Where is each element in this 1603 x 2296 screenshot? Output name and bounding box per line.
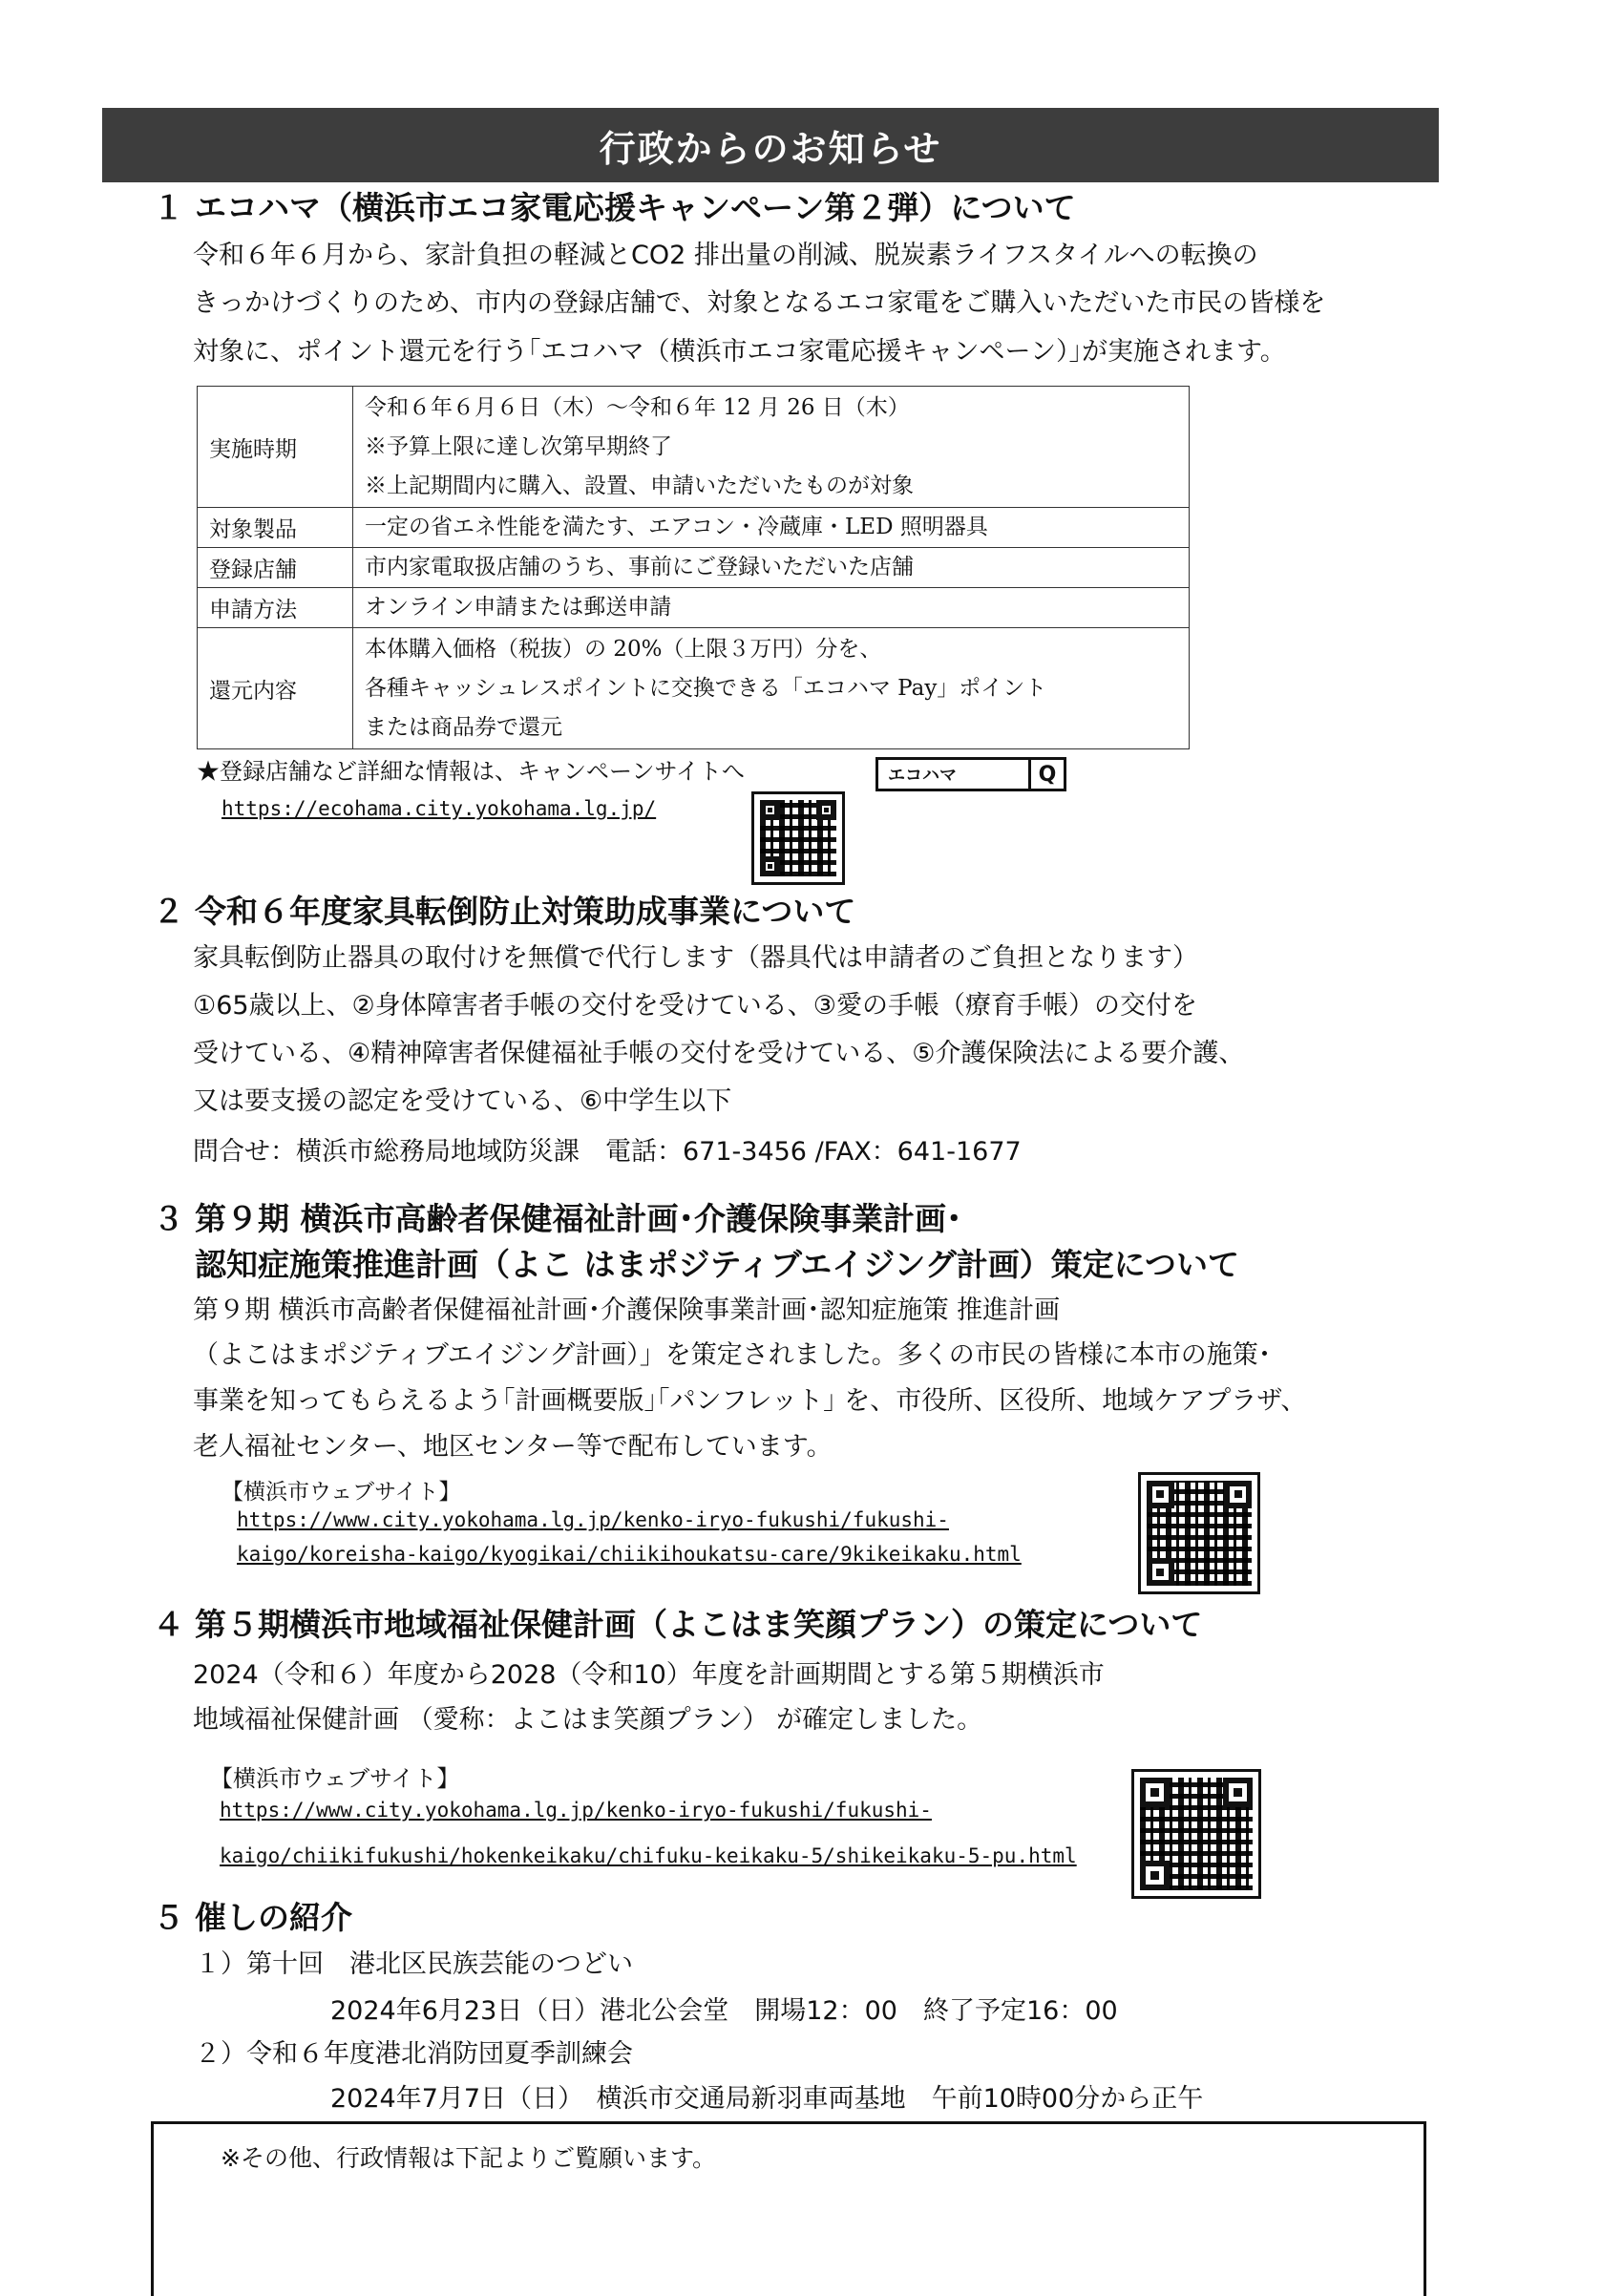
section-4-link-line-2[interactable]: kaigo/chiikifukushi/hokenkeikaku/chifuku-keikaku-5/shikeikaku-5-pu.html	[220, 1844, 1077, 1867]
campaign-site-note: ★登録店舗など詳細な情報は、キャンペーンサイトへ	[197, 758, 745, 785]
section-1-number: １	[153, 189, 184, 226]
table-value-line: オンライン申請または郵送申請	[365, 595, 672, 620]
section-2-heading	[153, 891, 855, 933]
section-2-text-4: 又は要支援の認定を受けている、⑥中学生以下	[193, 1086, 732, 1116]
section-1-text-1: 令和６年６月から、家計負担の軽減とCO2 排出量の削減、脱炭素ライフスタイルへの転換の	[193, 241, 1258, 270]
section-4-number: ４	[153, 1606, 184, 1643]
qr-finder	[760, 856, 780, 876]
search-box[interactable]	[875, 757, 1066, 791]
event-2-title: ２）令和６年度港北消防団夏季訓練会	[195, 2039, 633, 2069]
section-1-heading	[153, 187, 1076, 229]
ecohama-link[interactable]: https://ecohama.city.yokohama.lg.jp/	[221, 797, 657, 820]
table-row	[198, 628, 1190, 749]
table-value-line: 本体購入価格（税抜）の 20%（上限３万円）分を、	[365, 636, 882, 662]
event-2-detail: 2024年7月7日（日） 横浜市交通局新羽車両基地 午前10時00分から正午	[330, 2084, 1204, 2114]
section-4-title: 第５期横浜市地域福祉保健計画（よこはま笑顔プラン）の策定について	[195, 1606, 1203, 1643]
page-banner: 行政からのお知らせ	[102, 108, 1439, 182]
section-3-title-2: 認知症施策推進計画（よこ はまポジティブエイジング計画）策定について	[195, 1246, 1240, 1283]
table-label: 還元内容	[198, 628, 353, 749]
section-2-title: 令和６年度家具転倒防止対策助成事業について	[195, 893, 856, 930]
qr-finder	[1223, 1778, 1253, 1807]
qr-code-icon	[1141, 1475, 1257, 1591]
table-row	[198, 508, 1190, 548]
section-3-text-4: 老人福祉センター、地区センター等で配布しています。	[193, 1432, 833, 1462]
table-label: 登録店舗	[198, 548, 353, 588]
section-3-text-1: 第９期 横浜市高齢者保健福祉計画･介護保険事業計画･認知症施策 推進計画	[193, 1295, 1061, 1325]
qr-code-icon	[754, 794, 842, 882]
qr-finder	[1140, 1861, 1170, 1890]
section-3-text-2: （よこはまポジティブエイジング計画）」を策定されました。多くの市民の皆様に本市の施策･	[193, 1340, 1272, 1370]
table-value	[353, 387, 1190, 508]
section-3-title-1: 第９期 横浜市高齢者保健福祉計画･介護保険事業計画･	[195, 1200, 962, 1237]
qr-finder	[816, 800, 836, 820]
table-row	[198, 588, 1190, 628]
search-icon[interactable]: Q	[1028, 760, 1064, 789]
table-label: 対象製品	[198, 508, 353, 548]
table-value-line: または商品券で還元	[365, 714, 562, 740]
footer-info-box	[151, 2121, 1426, 2296]
table-row	[198, 548, 1190, 588]
qr-finder	[1147, 1558, 1174, 1586]
qr-finder	[1140, 1778, 1170, 1807]
section-2-contact: 問合せ：横浜市総務局地域防災課 電話：671-3456 /FAX：641-1677	[193, 1137, 1022, 1167]
section-1-title: エコハマ（横浜市エコ家電応援キャンペーン第２弾）について	[195, 189, 1076, 226]
table-row	[198, 387, 1190, 508]
campaign-info-table	[197, 386, 1190, 749]
event-1-title: １）第十回 港北区民族芸能のつどい	[195, 1949, 633, 1979]
section-3-heading	[153, 1198, 962, 1240]
table-label: 実施時期	[198, 387, 353, 508]
section-2-text-1: 家具転倒防止器具の取付けを無償で代行します（器具代は申請者のご負担となります）	[193, 943, 1198, 973]
qr-finder	[760, 800, 780, 820]
section-3-number: ３	[153, 1200, 184, 1237]
table-value-line: ※上記期間内に購入、設置、申請いただいたものが対象	[365, 473, 914, 498]
section-2-number: ２	[153, 893, 184, 930]
section-3-site-label: 【横浜市ウェブサイト】	[221, 1480, 461, 1505]
table-value	[353, 548, 1190, 588]
search-text: エコハマ	[888, 766, 957, 786]
section-5-heading	[153, 1897, 352, 1939]
table-value-line: 市内家電取扱店舗のうち、事前にご登録いただいた店舗	[365, 555, 914, 579]
section-1-text-2: きっかけづくりのため、市内の登録店舗で、対象となるエコ家電をご購入いただいた市民の皆様を	[193, 288, 1326, 318]
qr-finder	[1147, 1481, 1174, 1508]
section-3-link-line-2[interactable]: kaigo/koreisha-kaigo/kyogikai/chiikihoukatsu-care/9kikeikaku.html	[237, 1543, 1022, 1566]
footer-note: ※その他、行政情報は下記よりご覧願います。	[221, 2144, 716, 2172]
table-value-line: ※予算上限に達し次第早期終了	[365, 433, 672, 459]
section-1-text-3: 対象に、ポイント還元を行う｢エコハマ（横浜市エコ家電応援キャンペーン）｣が実施されます。	[193, 337, 1286, 367]
section-5-number: ５	[153, 1899, 184, 1936]
table-value	[353, 588, 1190, 628]
table-value-line: 令和６年６月６日（木）～令和６年 12 月 26 日（木）	[365, 394, 910, 420]
qr-code-icon	[1134, 1772, 1258, 1896]
section-5-title: 催しの紹介	[195, 1899, 352, 1936]
table-value	[353, 508, 1190, 548]
section-3-link-line-1[interactable]: https://www.city.yokohama.lg.jp/kenko-iryo-fukushi/fukushi-	[237, 1508, 949, 1531]
table-value-line: 一定の省エネ性能を満たす、エアコン・冷蔵庫・LED 照明器具	[365, 515, 988, 539]
table-label: 申請方法	[198, 588, 353, 628]
event-1-detail: 2024年6月23日（日）港北公会堂 開場12：00 終了予定16：00	[330, 1996, 1118, 2026]
section-2-text-3: 受けている、④精神障害者保健福祉手帳の交付を受けている、⑤介護保険法による要介護、	[193, 1039, 1245, 1068]
section-4-heading	[153, 1604, 1202, 1646]
section-4-text-1: 2024（令和６）年度から2028（令和10）年度を計画期間とする第５期横浜市	[193, 1660, 1105, 1690]
qr-finder	[1224, 1481, 1252, 1508]
section-4-site-label: 【横浜市ウェブサイト】	[210, 1765, 460, 1792]
section-4-link-line-1[interactable]: https://www.city.yokohama.lg.jp/kenko-iryo-fukushi/fukushi-	[220, 1799, 932, 1822]
section-3-text-3: 事業を知ってもらえるよう｢計画概要版｣｢パンフレット｣ を、市役所、区役所、地域ケアプラザ、	[193, 1386, 1307, 1416]
section-2-text-2: ①65歳以上、②身体障害者手帳の交付を受けている、③愛の手帳（療育手帳）の交付を	[193, 991, 1197, 1021]
table-value-line: 各種キャッシュレスポイントに交換できる「エコハマ Pay」ポイント	[365, 675, 1047, 701]
section-4-text-2: 地域福祉保健計画 （愛称：よこはま笑顔プラン） が確定しました。	[193, 1705, 983, 1735]
table-value	[353, 628, 1190, 749]
